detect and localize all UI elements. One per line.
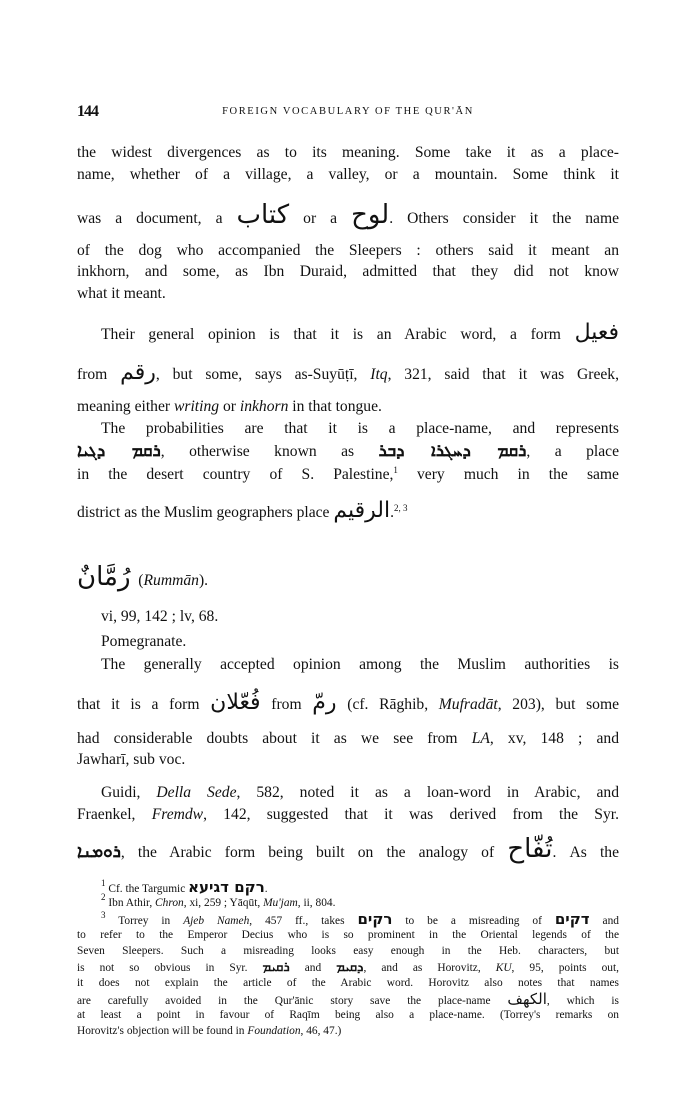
citation-italic: KU xyxy=(495,962,512,974)
citation-italic: Ajeb Nameh xyxy=(183,915,250,927)
text-fragment: , 457 ff., takes xyxy=(249,915,345,927)
text-fragment: are carefully avoided in the Qur'ānic story save the place-name xyxy=(77,995,491,1007)
text-fragment: or a xyxy=(303,210,338,227)
arabic-word: فُعّلان xyxy=(210,690,261,715)
text-fragment: is not so obvious in Syr. xyxy=(77,962,248,974)
text-line: the widest divergences as to its meaning. Some take it as a place- xyxy=(77,144,619,161)
footnote-number: 1 xyxy=(101,878,106,888)
arabic-word: فعيل xyxy=(574,320,619,345)
text-fragment: , xi, 259 ; Yāqūt, xyxy=(183,897,264,909)
syriac-phrase: ܪܩܡ ܕܚܓܪܐ ܕܒܪ xyxy=(378,441,527,461)
citation-italic: Mu'jam xyxy=(263,897,298,909)
text-fragment: Cf. the Targumic xyxy=(108,883,186,895)
text-fragment: Horovitz's objection will be found in xyxy=(77,1025,248,1037)
text-fragment: from xyxy=(77,366,108,383)
text-line: of the dog who accompanied the Sleepers : others said it meant an xyxy=(77,242,619,259)
citation-italic: Chron xyxy=(155,897,184,909)
text-line xyxy=(77,992,619,1010)
text-fragment: Torrey in xyxy=(118,915,184,927)
arabic-word: لوح xyxy=(351,200,390,230)
text-fragment: , and as Horovitz, xyxy=(363,962,496,974)
text-line: to refer to the Emperor Decius who is so prominent in the Oriental legends of the xyxy=(77,929,619,941)
text-fragment: (cf. Rāghib, xyxy=(347,696,439,713)
text-fragment: or xyxy=(219,398,240,415)
text-line xyxy=(77,1024,619,1040)
hebrew-phrase: רקם דגיעא xyxy=(188,878,265,896)
footnote-number: 3 xyxy=(101,910,106,920)
text-fragment: , 582, noted it as a loan-word in Arabic, and xyxy=(236,784,619,801)
text-fragment: and xyxy=(602,915,619,927)
text-line: at least a point in favour of Raqīm being also a place-name. (Torrey's remarks on xyxy=(77,1009,619,1021)
hebrew-word: רקים xyxy=(357,910,393,928)
text-fragment: , the Arabic form being built on the analogy of xyxy=(120,844,495,861)
text-line xyxy=(77,804,619,826)
citation-italic: Mufradāt xyxy=(438,696,498,713)
syriac-phrase: ܪܩܡ ܕܓܝܐ xyxy=(77,441,161,461)
text-fragment: Guidi, xyxy=(101,784,157,801)
arabic-word: الكهف xyxy=(507,990,547,1008)
text-fragment: in the desert country of S. Palestine, xyxy=(77,466,394,483)
text-line: it does not explain the article of the Arabic word. Horovitz also notes that names xyxy=(77,977,619,989)
entry-references: vi, 99, 142 ; lv, 68. xyxy=(101,608,219,625)
arabic-word: تُفّاح xyxy=(507,834,553,864)
text-fragment: Fraenkel, xyxy=(77,806,152,823)
text-line: The generally accepted opinion among the Muslim authorities is xyxy=(101,656,619,673)
text-fragment: meaning either xyxy=(77,398,174,415)
entry-meaning: Pomegranate. xyxy=(101,633,187,650)
text-line: Jawharī, sub voc. xyxy=(77,751,186,768)
text-line: what it meant. xyxy=(77,285,166,302)
text-fragment: , which is xyxy=(546,995,619,1007)
text-line xyxy=(77,728,619,750)
italic-term: inkhorn xyxy=(239,398,289,415)
text-fragment: . xyxy=(264,883,268,895)
headword-arabic: رُمَّانٌ xyxy=(77,562,131,592)
text-line: The probabilities are that it is a place-name, and represents xyxy=(101,420,619,437)
entry-heading: رُمَّانٌ (Rummān). xyxy=(77,562,209,592)
text-fragment: to be a misreading of xyxy=(405,915,542,927)
text-fragment: , 142, suggested that it was derived from the Syr. xyxy=(203,806,619,823)
citation-italic: LA xyxy=(471,730,490,747)
text-line xyxy=(77,834,620,864)
hebrew-word: דקים xyxy=(554,910,590,928)
citation-italic: Itq xyxy=(370,366,388,383)
italic-term: writing xyxy=(174,398,220,415)
footnote-ref[interactable]: 1 xyxy=(393,465,398,475)
text-line xyxy=(77,362,619,386)
text-line xyxy=(77,500,619,524)
text-line xyxy=(77,464,619,486)
footnote-2 xyxy=(77,892,619,912)
citation-italic: Della Sede xyxy=(156,784,237,801)
syriac-word: ܪܘܡܢܐ xyxy=(77,842,121,862)
footnote-ref[interactable]: 2, 3 xyxy=(394,503,408,513)
footnote-1 xyxy=(77,880,619,898)
headword-transliteration: Rummān xyxy=(143,572,199,589)
arabic-word: رمّ xyxy=(312,690,337,715)
text-fragment: was a document, a xyxy=(77,210,223,227)
text-fragment: Their general opinion is that it is an Arabic word, a form xyxy=(101,326,561,343)
text-fragment: in that tongue. xyxy=(288,398,382,415)
syriac-word: ܕܩܝܡ xyxy=(336,960,364,975)
citation-italic: Foundation xyxy=(247,1025,301,1037)
text-fragment: , a place xyxy=(526,443,620,460)
text-fragment: , 46, 47.) xyxy=(300,1025,342,1037)
text-line xyxy=(77,200,620,230)
text-fragment: Ibn Athir, xyxy=(108,897,156,909)
arabic-word: الرقيم xyxy=(333,498,391,523)
text-line: inkhorn, and some, as Ibn Duraid, admitted that they did not know xyxy=(77,263,619,280)
arabic-word: كتاب xyxy=(236,200,290,230)
footnote-number: 2 xyxy=(101,892,106,902)
page-number: 144 xyxy=(77,103,98,120)
text-fragment: , 321, said that it was Greek, xyxy=(387,366,619,383)
text-line xyxy=(77,782,619,804)
text-line xyxy=(77,692,619,716)
footnote-3 xyxy=(77,912,619,930)
text-fragment: . xyxy=(390,504,395,521)
text-fragment: very much in the same xyxy=(397,466,619,483)
text-fragment: . Others consider it the name xyxy=(389,210,620,227)
text-fragment: had considerable doubts about it as we see from xyxy=(77,730,472,747)
page-header xyxy=(77,103,619,123)
text-fragment: from xyxy=(271,696,302,713)
running-head: FOREIGN VOCABULARY OF THE QUR'ĀN xyxy=(222,106,474,117)
text-line: name, whether of a village, a valley, or a mountain. Some think it xyxy=(77,166,619,183)
text-fragment: , xv, 148 ; and xyxy=(489,730,619,747)
text-fragment: , ii, 804. xyxy=(297,897,336,909)
arabic-word: رقم xyxy=(120,360,156,385)
text-line xyxy=(77,960,619,977)
text-line: Seven Sleepers. Such a misreading looks easy enough in the Heb. characters, but xyxy=(77,945,619,957)
text-line xyxy=(77,322,619,346)
text-fragment: , 95, points out, xyxy=(511,962,619,974)
text-fragment: that it is a form xyxy=(77,696,200,713)
text-fragment: . As the xyxy=(552,844,620,861)
text-fragment: and xyxy=(304,962,322,974)
text-fragment: district as the Muslim geographers place xyxy=(77,504,330,521)
citation-italic: Fremdw xyxy=(151,806,204,823)
text-line xyxy=(77,396,619,418)
text-line xyxy=(77,440,619,463)
text-fragment: , otherwise known as xyxy=(160,443,355,460)
text-fragment: , 203), but some xyxy=(497,696,620,713)
text-fragment: , but some, says as-Suyūṭī, xyxy=(155,366,371,383)
syriac-word: ܪܩܝܡ xyxy=(262,960,290,975)
